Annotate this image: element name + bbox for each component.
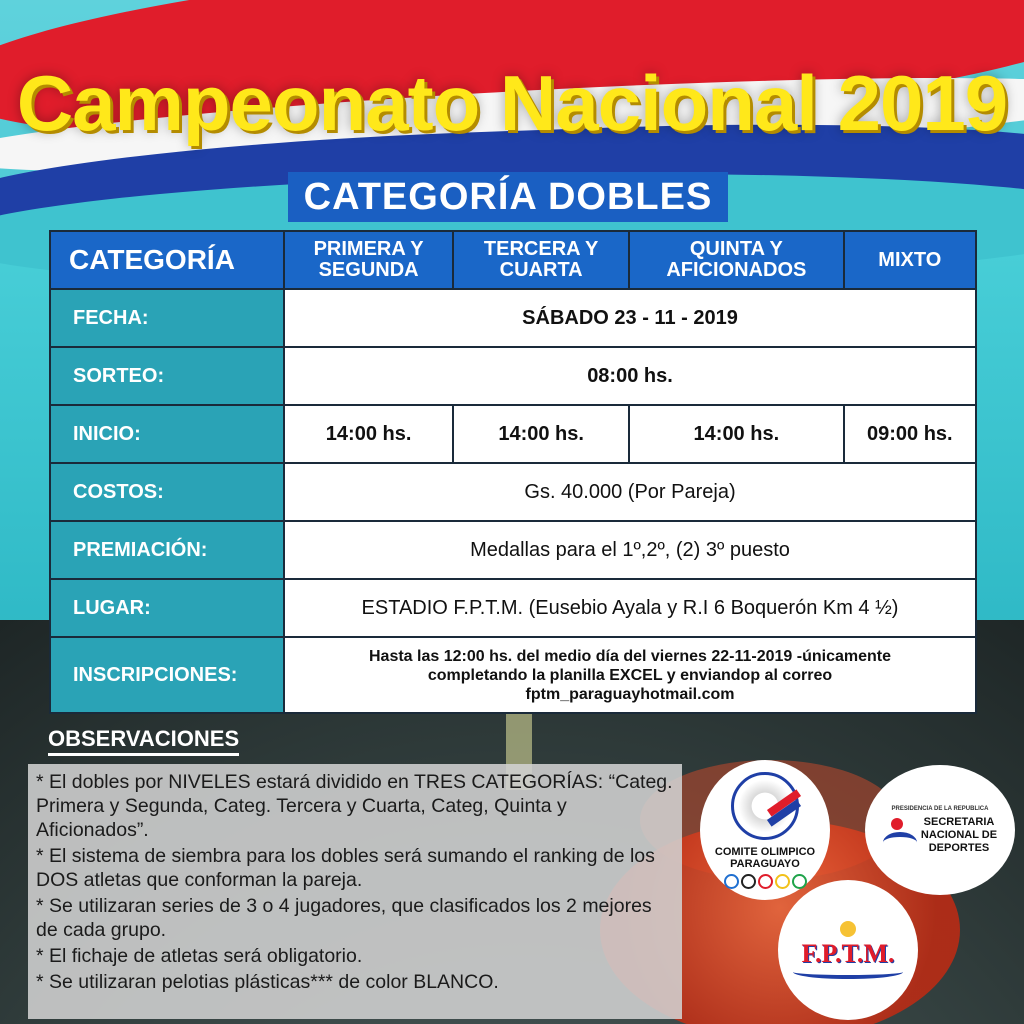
- observaciones-box: [28, 764, 682, 1019]
- header-tercera-cuarta: [453, 231, 629, 289]
- schedule-table: [49, 230, 977, 714]
- subtitle: CATEGORÍA DOBLES: [303, 175, 713, 218]
- header-line: QUINTA Y: [689, 238, 783, 260]
- table-row-inscripciones: [50, 637, 976, 713]
- header-line: SEGUNDA: [318, 259, 419, 281]
- row-value: 09:00 hs.: [844, 405, 976, 463]
- observacion-item: * El dobles por NIVELES estará dividido en TRES CATEGORÍAS: “Categ. Primera y Segunda, Categ. Tercera y Cuarta, Categ, Quinta y Aficionados”.: [36, 771, 673, 841]
- logo-text: [715, 846, 815, 870]
- observacion-item: * El fichaje de atletas será obligatorio.: [36, 945, 363, 967]
- table-row-premiacion: [50, 521, 976, 579]
- header-primera-segunda: [284, 231, 453, 289]
- table-row-inicio: [50, 405, 976, 463]
- logo-line: SECRETARIA: [923, 815, 995, 828]
- row-label: SORTEO:: [50, 347, 284, 405]
- row-label: PREMIACIÓN:: [50, 521, 284, 579]
- olympic-rings-icon: [724, 874, 807, 889]
- page-title: Campeonato Nacional 2019: [16, 59, 1008, 147]
- subtitle-banner: [288, 172, 728, 222]
- runner-arc: [883, 832, 917, 853]
- table-row-costos: [50, 463, 976, 521]
- row-label: INICIO:: [50, 405, 284, 463]
- row-value: Gs. 40.000 (Por Pareja): [284, 463, 976, 521]
- observacion-item: * Se utilizaran pelotias plásticas*** de color BLANCO.: [36, 971, 499, 993]
- logo-line: COMITE OLIMPICO: [714, 845, 816, 858]
- header-line: MIXTO: [878, 248, 942, 271]
- ring-icon: [775, 874, 790, 889]
- logo-line: PARAGUAYO: [730, 857, 800, 870]
- runner-head: [891, 818, 903, 830]
- row-value: [284, 637, 976, 713]
- row-value: 08:00 hs.: [284, 347, 976, 405]
- header-line: AFICIONADOS: [666, 259, 807, 281]
- header-line: PRIMERA Y: [313, 238, 424, 260]
- ball-icon: [840, 921, 856, 937]
- fptm-logo: [778, 880, 918, 1020]
- logo-line: DEPORTES: [928, 841, 990, 854]
- logo-header: PRESIDENCIA DE LA REPUBLICA: [891, 805, 989, 812]
- row-label: FECHA:: [50, 289, 284, 347]
- row-value: SÁBADO 23 - 11 - 2019: [284, 289, 976, 347]
- row-value: Medallas para el 1º,2º, (2) 3º puesto: [284, 521, 976, 579]
- row-value: 14:00 hs.: [629, 405, 843, 463]
- observaciones-title: OBSERVACIONES: [48, 726, 239, 756]
- observacion-item: * Se utilizaran series de 3 o 4 jugadores, que clasificados los 2 mejores de cada grupo.: [36, 895, 652, 941]
- row-label: INSCRIPCIONES:: [50, 637, 284, 713]
- logo-text: [921, 816, 997, 855]
- header-categoria: CATEGORÍA: [50, 231, 284, 289]
- observacion-item: * El sistema de siembra para los dobles será sumando el ranking de los DOS atletas que conforman la pareja.: [36, 845, 655, 891]
- header-quinta-aficionados: [629, 231, 843, 289]
- row-value: ESTADIO F.P.T.M. (Eusebio Ayala y R.I 6 Boquerón Km 4 ½): [284, 579, 976, 637]
- header-line: CUARTA: [499, 259, 583, 281]
- row-label: LUGAR:: [50, 579, 284, 637]
- header-mixto: [844, 231, 976, 289]
- inscripciones-line: Hasta las 12:00 hs. del medio día del viernes 22-11-2019 -únicamente: [368, 647, 892, 665]
- logo-line: NACIONAL DE: [920, 828, 998, 841]
- table-row-sorteo: [50, 347, 976, 405]
- ring-icon: [724, 874, 739, 889]
- row-value: 14:00 hs.: [284, 405, 453, 463]
- lion-icon: [731, 772, 799, 840]
- ring-icon: [741, 874, 756, 889]
- inscripciones-line: completando la planilla EXCEL y enviandop al correo: [427, 666, 833, 684]
- table-row-lugar: [50, 579, 976, 637]
- secretaria-deportes-logo: [865, 765, 1015, 895]
- table-row-fecha: [50, 289, 976, 347]
- swoosh-icon: [793, 965, 903, 979]
- ring-icon: [792, 874, 807, 889]
- row-value: 14:00 hs.: [453, 405, 629, 463]
- logo-text: F.P.T.M.: [801, 939, 895, 968]
- ring-icon: [758, 874, 773, 889]
- logo-body: [883, 816, 997, 855]
- inscripciones-line: fptm_paraguayhotmail.com: [525, 685, 735, 703]
- table-header-row: [50, 231, 976, 289]
- runner-icon: [883, 818, 917, 852]
- header-line: TERCERA Y: [483, 238, 599, 260]
- row-label: COSTOS:: [50, 463, 284, 521]
- comite-olimpico-logo: [700, 760, 830, 900]
